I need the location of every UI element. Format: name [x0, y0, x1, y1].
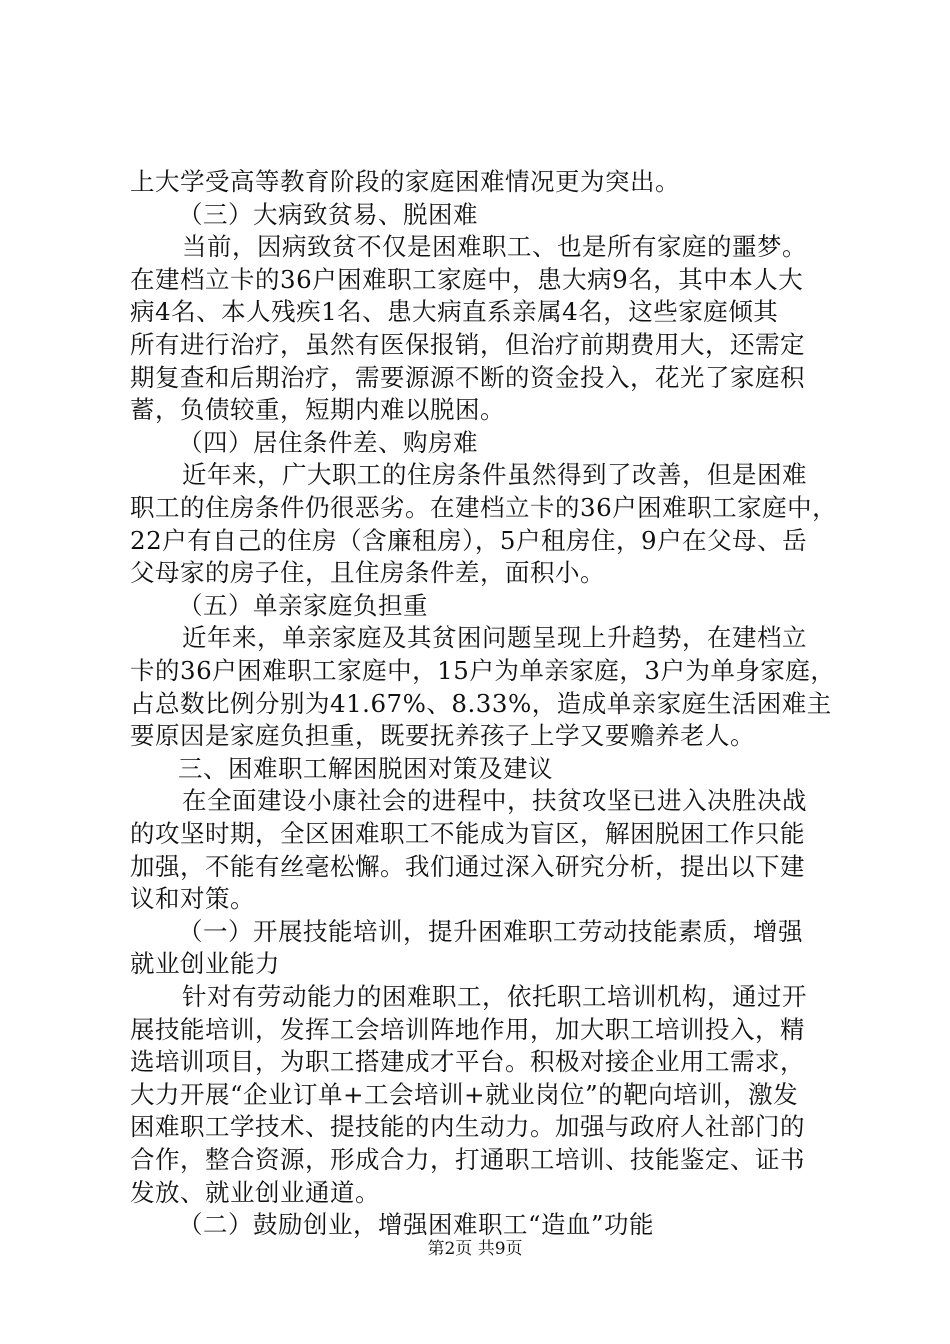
text-line: 近年来，单亲家庭及其贫困问题呈现上升趋势，在建档立 [182, 623, 807, 653]
text-line: 合作，整合资源，形成合力，打通职工培训、技能鉴定、证书 [130, 1145, 805, 1174]
text-line: 父母家的房子住，且住房条件差，面积小。 [130, 558, 605, 588]
text-line: 期复查和后期治疗，需要源源不断的资金投入，花光了家庭积 [130, 362, 805, 392]
text-line: 发放、就业创业通道。 [130, 1177, 380, 1207]
section-heading: （五）单亲家庭负担重 [178, 590, 428, 620]
text-line: 就业创业能力 [130, 949, 280, 979]
text-line: 近年来，广大职工的住房条件虽然得到了改善，但是困难 [182, 460, 807, 490]
text-line: 加强，不能有丝毫松懈。我们通过深入研究分析，提出以下建 [130, 851, 805, 881]
section-heading: （四）居住条件差、购房难 [178, 427, 478, 457]
text-line: 占总数比例分别为41.67%、8.33%，造成单亲家庭生活困难主 [130, 688, 832, 718]
text-line: 卡的36户困难职工家庭中，15户为单亲家庭，3户为单身家庭， [130, 656, 836, 685]
text-line: 选培训项目，为职工搭建成才平台。积极对接企业用工需求， [130, 1047, 805, 1077]
text-line: 在全面建设小康社会的进程中，扶贫攻坚已进入决胜决战 [182, 786, 807, 816]
section-heading: （二）鼓励创业，增强困难职工“造血”功能 [178, 1210, 655, 1240]
text-line: 蓄，负债较重，短期内难以脱困。 [130, 395, 505, 425]
text-line: 针对有劳动能力的困难职工，依托职工培训机构，通过开 [182, 982, 807, 1011]
text-line: 议和对策。 [130, 884, 255, 914]
section-heading: （一）开展技能培训，提升困难职工劳动技能素质，增强 [178, 916, 803, 946]
page-footer: 第2页 共9页 [427, 1239, 523, 1259]
text-line: 大力开展“企业订单+工会培训+就业岗位”的靶向培训，激发 [130, 1079, 799, 1109]
text-line: 的攻坚时期，全区困难职工不能成为盲区，解困脱困工作只能 [130, 819, 805, 848]
text-line: 当前，因病致贫不仅是困难职工、也是所有家庭的噩梦。 [182, 232, 807, 262]
text-line: 要原因是家庭负担重，既要抚养孩子上学又要赡养老人。 [130, 721, 755, 751]
section-heading: （三）大病致贫易、脱困难 [178, 199, 478, 229]
text-line: 在建档立卡的36户困难职工家庭中，患大病9名，其中本人大 [130, 264, 804, 294]
text-line: 所有进行治疗，虽然有医保报销，但治疗前期费用大，还需定 [130, 330, 805, 359]
text-line: 展技能培训，发挥工会培训阵地作用，加大职工培训投入，精 [130, 1014, 805, 1044]
text-line: 困难职工学技术、提技能的内生动力。加强与政府人社部门的 [130, 1112, 805, 1142]
text-line: 上大学受高等教育阶段的家庭困难情况更为突出。 [130, 167, 680, 196]
text-line: 职工的住房条件仍很恶劣。在建档立卡的36户困难职工家庭中， [130, 493, 838, 522]
text-line: 22户有自己的住房（含廉租房），5户租房住，9户在父母、岳 [130, 525, 808, 555]
section-heading: 三、困难职工解困脱困对策及建议 [178, 753, 553, 783]
text-line: 病4名、本人残疾1名、患大病直系亲属4名，这些家庭倾其 [130, 297, 779, 327]
